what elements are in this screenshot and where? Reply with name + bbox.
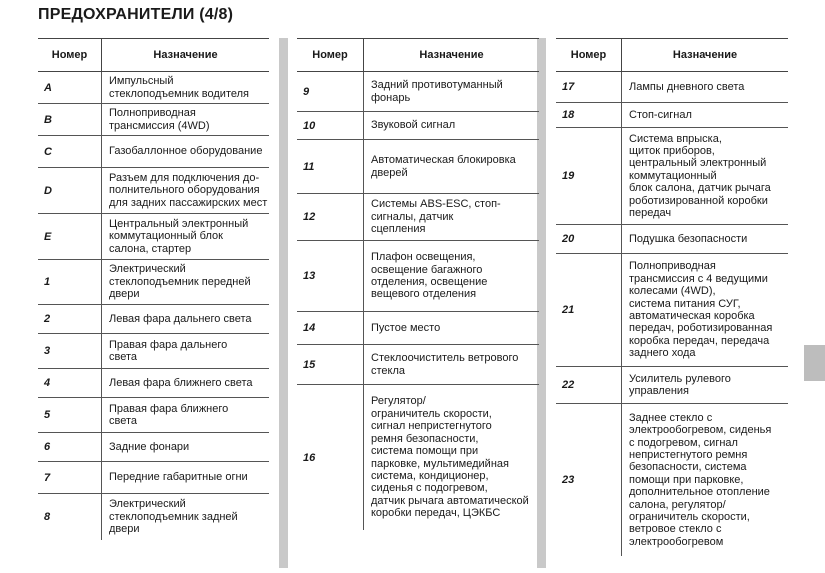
header-purpose: Назначение bbox=[419, 49, 484, 61]
fuse-number: 18 bbox=[556, 103, 622, 127]
table-row bbox=[38, 305, 269, 334]
table-row bbox=[556, 225, 788, 254]
fuse-number: 8 bbox=[38, 494, 102, 540]
fuse-table-3 bbox=[556, 38, 788, 556]
table-row bbox=[556, 404, 788, 556]
fuse-number: 15 bbox=[297, 345, 364, 384]
fuse-purpose: Плафон освещения, освещение багажного отделения, освещение вещевого отделения bbox=[371, 251, 488, 301]
fuse-purpose: Импульсный стеклоподъемник водителя bbox=[109, 75, 249, 100]
fuse-number: 22 bbox=[556, 367, 622, 403]
table-row bbox=[556, 367, 788, 404]
table-row bbox=[38, 494, 269, 540]
fuse-number: 5 bbox=[38, 398, 102, 432]
fuse-purpose: Регулятор/ ограничитель скорости, сигнал непристегнутого ремня безопасности, система помощи при парковке, мультимедийная система, кондиционер, сиденья с подогревом, датчик рычага автоматической коробки передач, ЦЭКБС bbox=[371, 395, 529, 520]
fuse-number: 6 bbox=[38, 433, 102, 461]
fuse-number: E bbox=[38, 214, 102, 259]
fuse-purpose: Газобаллонное оборудование bbox=[109, 145, 263, 158]
fuse-purpose: Электрический стеклоподъемник передней двери bbox=[109, 263, 251, 301]
fuse-purpose: Центральный электронный коммутационный блок салона, стартер bbox=[109, 217, 249, 255]
page-title: ПРЕДОХРАНИТЕЛИ (4/8) bbox=[38, 6, 234, 23]
table-row bbox=[556, 254, 788, 367]
fuse-table-1 bbox=[38, 38, 269, 540]
fuse-number: 23 bbox=[556, 404, 622, 556]
fuse-purpose: Системы ABS-ESC, стоп- сигналы, датчик сцепления bbox=[371, 198, 501, 236]
fuse-purpose: Система впрыска, щиток приборов, центральный электронный коммутационный блок салона, датчик рычага роботизированной коробки передач bbox=[629, 132, 771, 220]
fuse-purpose: Пустое место bbox=[371, 321, 441, 334]
table-row bbox=[297, 140, 539, 194]
table-row bbox=[38, 369, 269, 398]
fuse-purpose: Электрический стеклоподъемник задней двери bbox=[109, 498, 238, 536]
table-row bbox=[38, 72, 269, 104]
fuse-purpose: Передние габаритные огни bbox=[109, 471, 248, 484]
fuse-purpose: Разъем для подключения до- полнительного оборудования для задних пассажирских мест bbox=[109, 171, 268, 209]
fuse-purpose: Правая фара ближнего света bbox=[109, 402, 229, 427]
table-header bbox=[38, 38, 269, 72]
table-row bbox=[38, 136, 269, 168]
table-row bbox=[556, 128, 788, 225]
table-row bbox=[297, 241, 539, 312]
fuse-number: 13 bbox=[297, 241, 364, 311]
table-row bbox=[38, 214, 269, 260]
fuse-number: 4 bbox=[38, 369, 102, 397]
table-row bbox=[297, 112, 539, 140]
fuse-purpose: Лампы дневного света bbox=[629, 80, 745, 93]
fuse-number: 20 bbox=[556, 225, 622, 253]
fuse-number: 14 bbox=[297, 312, 364, 344]
header-purpose: Назначение bbox=[672, 49, 738, 61]
fuse-purpose: Задние фонари bbox=[109, 440, 190, 453]
table-header bbox=[297, 38, 539, 72]
fuse-number: 1 bbox=[38, 260, 102, 304]
table-row bbox=[38, 398, 269, 433]
fuse-number: 9 bbox=[297, 72, 364, 111]
fuse-number: B bbox=[38, 104, 102, 135]
fuse-purpose: Полноприводная трансмиссия (4WD) bbox=[109, 107, 210, 132]
table-row bbox=[38, 334, 269, 369]
table-body bbox=[297, 72, 539, 530]
fuse-purpose: Правая фара дальнего света bbox=[109, 338, 228, 363]
fuse-purpose: Звуковой сигнал bbox=[371, 119, 456, 132]
table-body bbox=[38, 72, 269, 540]
fuse-purpose: Заднее стекло с электрообогревом, сиденья с подогревом, сигнал непристегнутого ремня безопасности, система помощи при парковке, дополнительное отопление салона, регулятор/ ограничитель скорости, ветровое стекло с электрообогревом bbox=[629, 411, 772, 548]
header-number: Номер bbox=[297, 39, 364, 71]
fuse-purpose: Автоматическая блокировка дверей bbox=[371, 154, 516, 179]
column-divider bbox=[279, 38, 288, 568]
table-row bbox=[297, 312, 539, 345]
fuse-purpose: Задний противотуманный фонарь bbox=[371, 79, 503, 104]
table-header bbox=[556, 38, 788, 72]
fuse-purpose: Левая фара дальнего света bbox=[109, 312, 252, 325]
table-body bbox=[556, 72, 788, 556]
table-row bbox=[556, 103, 788, 128]
fuse-purpose: Усилитель рулевого управления bbox=[629, 372, 731, 397]
fuse-number: 10 bbox=[297, 112, 364, 139]
fuse-number: 7 bbox=[38, 462, 102, 493]
table-row bbox=[297, 194, 539, 241]
fuse-number: 11 bbox=[297, 140, 364, 193]
table-row bbox=[38, 260, 269, 305]
fuse-purpose: Полноприводная трансмиссия с 4 ведущими колесами (4WD), система питания СУГ, автоматическая коробка передач, роботизированная коробка передач, передача заднего хода bbox=[629, 260, 773, 360]
table-row bbox=[297, 72, 539, 112]
fuse-number: 12 bbox=[297, 194, 364, 240]
fuse-number: 17 bbox=[556, 72, 622, 102]
header-number: Номер bbox=[38, 39, 102, 71]
fuse-purpose: Стоп-сигнал bbox=[629, 108, 692, 121]
fuse-number: 16 bbox=[297, 385, 364, 530]
fuse-number: D bbox=[38, 168, 102, 213]
table-row bbox=[38, 433, 269, 462]
fuse-table-2 bbox=[297, 38, 539, 530]
fuse-purpose: Стеклоочиститель ветрового стекла bbox=[371, 352, 519, 377]
table-row bbox=[556, 72, 788, 103]
table-row bbox=[297, 345, 539, 385]
fuse-purpose: Левая фара ближнего света bbox=[109, 376, 253, 389]
fuse-purpose: Подушка безопасности bbox=[629, 232, 748, 245]
header-number: Номер bbox=[556, 39, 622, 71]
section-tab bbox=[804, 345, 825, 381]
fuse-number: 3 bbox=[38, 334, 102, 368]
fuse-number: 2 bbox=[38, 305, 102, 333]
fuse-number: A bbox=[38, 72, 102, 103]
table-row bbox=[297, 385, 539, 530]
fuse-number: 21 bbox=[556, 254, 622, 366]
fuse-number: C bbox=[38, 136, 102, 167]
fuse-number: 19 bbox=[556, 128, 622, 224]
table-row bbox=[38, 462, 269, 494]
header-purpose: Назначение bbox=[153, 49, 218, 61]
table-row bbox=[38, 104, 269, 136]
table-row bbox=[38, 168, 269, 214]
